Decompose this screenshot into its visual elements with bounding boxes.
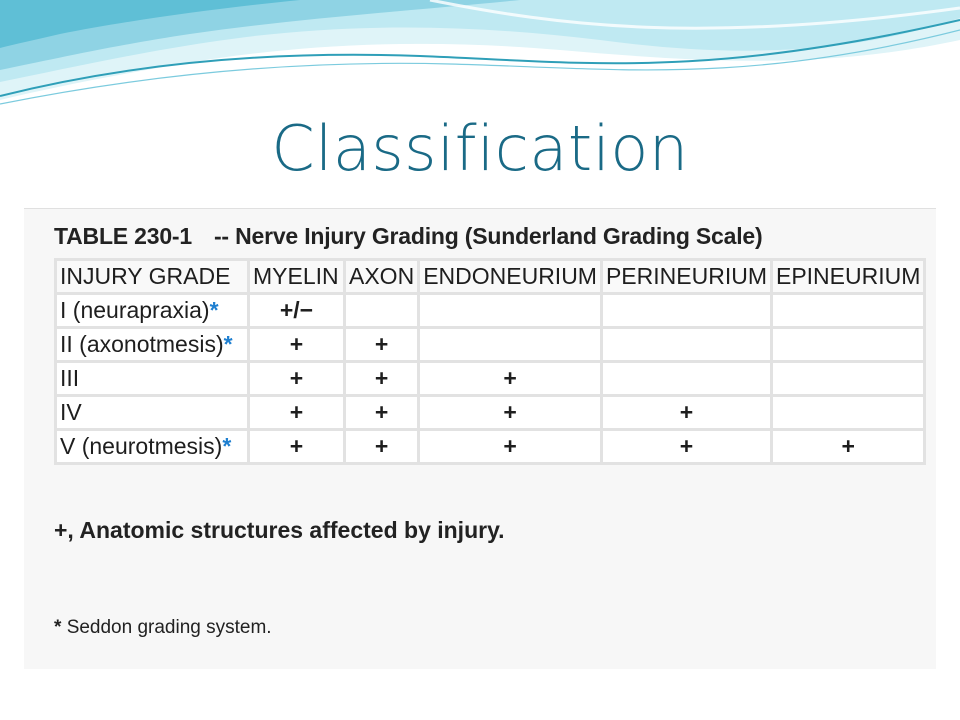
table-footnote: [54, 617, 272, 639]
perineurium-cell: [603, 329, 770, 360]
table-caption-label: TABLE 230-1: [54, 223, 192, 249]
myelin-cell: +: [250, 363, 343, 394]
perineurium-cell: [603, 363, 770, 394]
legend-text: Anatomic structures affected by injury.: [79, 517, 505, 543]
epineurium-cell: [773, 397, 923, 428]
axon-cell: [346, 295, 417, 326]
grade-cell: V (neurotmesis)*: [57, 431, 247, 462]
endoneurium-cell: +: [420, 397, 600, 428]
table-row: [57, 363, 923, 394]
table-row: [57, 329, 923, 360]
epineurium-cell: [773, 363, 923, 394]
header-myelin: MYELIN: [250, 261, 343, 292]
seddon-star: *: [222, 433, 232, 459]
endoneurium-cell: +: [420, 431, 600, 462]
header-perineurium: PERINEURIUM: [603, 261, 770, 292]
header-wave-decoration: [0, 0, 960, 130]
header-injury-grade: INJURY GRADE: [57, 261, 247, 292]
footnote-symbol: *: [54, 617, 62, 638]
nerve-injury-grading-table: [54, 258, 926, 465]
perineurium-cell: +: [603, 397, 770, 428]
table-caption-text: -- Nerve Injury Grading (Sunderland Grading Scale): [213, 223, 763, 249]
header-endoneurium: ENDONEURIUM: [420, 261, 600, 292]
axon-cell: +: [346, 363, 417, 394]
legend-symbol: +,: [54, 517, 74, 543]
perineurium-cell: [603, 295, 770, 326]
myelin-cell: +: [250, 397, 343, 428]
grade-cell: II (axonotmesis)*: [57, 329, 247, 360]
axon-cell: +: [346, 397, 417, 428]
table-row: [57, 397, 923, 428]
axon-cell: +: [346, 329, 417, 360]
grade-cell: I (neurapraxia)*: [57, 295, 247, 326]
nerve-injury-table-panel: [24, 208, 936, 669]
footnote-text: Seddon grading system.: [66, 617, 272, 638]
seddon-star: *: [223, 331, 233, 357]
header-axon: AXON: [346, 261, 417, 292]
epineurium-cell: +: [773, 431, 923, 462]
epineurium-cell: [773, 295, 923, 326]
axon-cell: +: [346, 431, 417, 462]
seddon-star: *: [209, 297, 219, 323]
myelin-cell: +: [250, 329, 343, 360]
epineurium-cell: [773, 329, 923, 360]
header-epineurium: EPINEURIUM: [773, 261, 923, 292]
grade-cell: III: [57, 363, 247, 394]
table-header-row: [57, 261, 923, 292]
endoneurium-cell: [420, 329, 600, 360]
myelin-cell: +: [250, 431, 343, 462]
slide-title: Classification: [271, 112, 689, 185]
table-row: [57, 431, 923, 462]
perineurium-cell: +: [603, 431, 770, 462]
endoneurium-cell: [420, 295, 600, 326]
table-row: [57, 295, 923, 326]
endoneurium-cell: +: [420, 363, 600, 394]
table-legend: [54, 517, 505, 544]
table-caption: [54, 223, 762, 250]
myelin-cell: +/−: [250, 295, 343, 326]
grade-cell: IV: [57, 397, 247, 428]
